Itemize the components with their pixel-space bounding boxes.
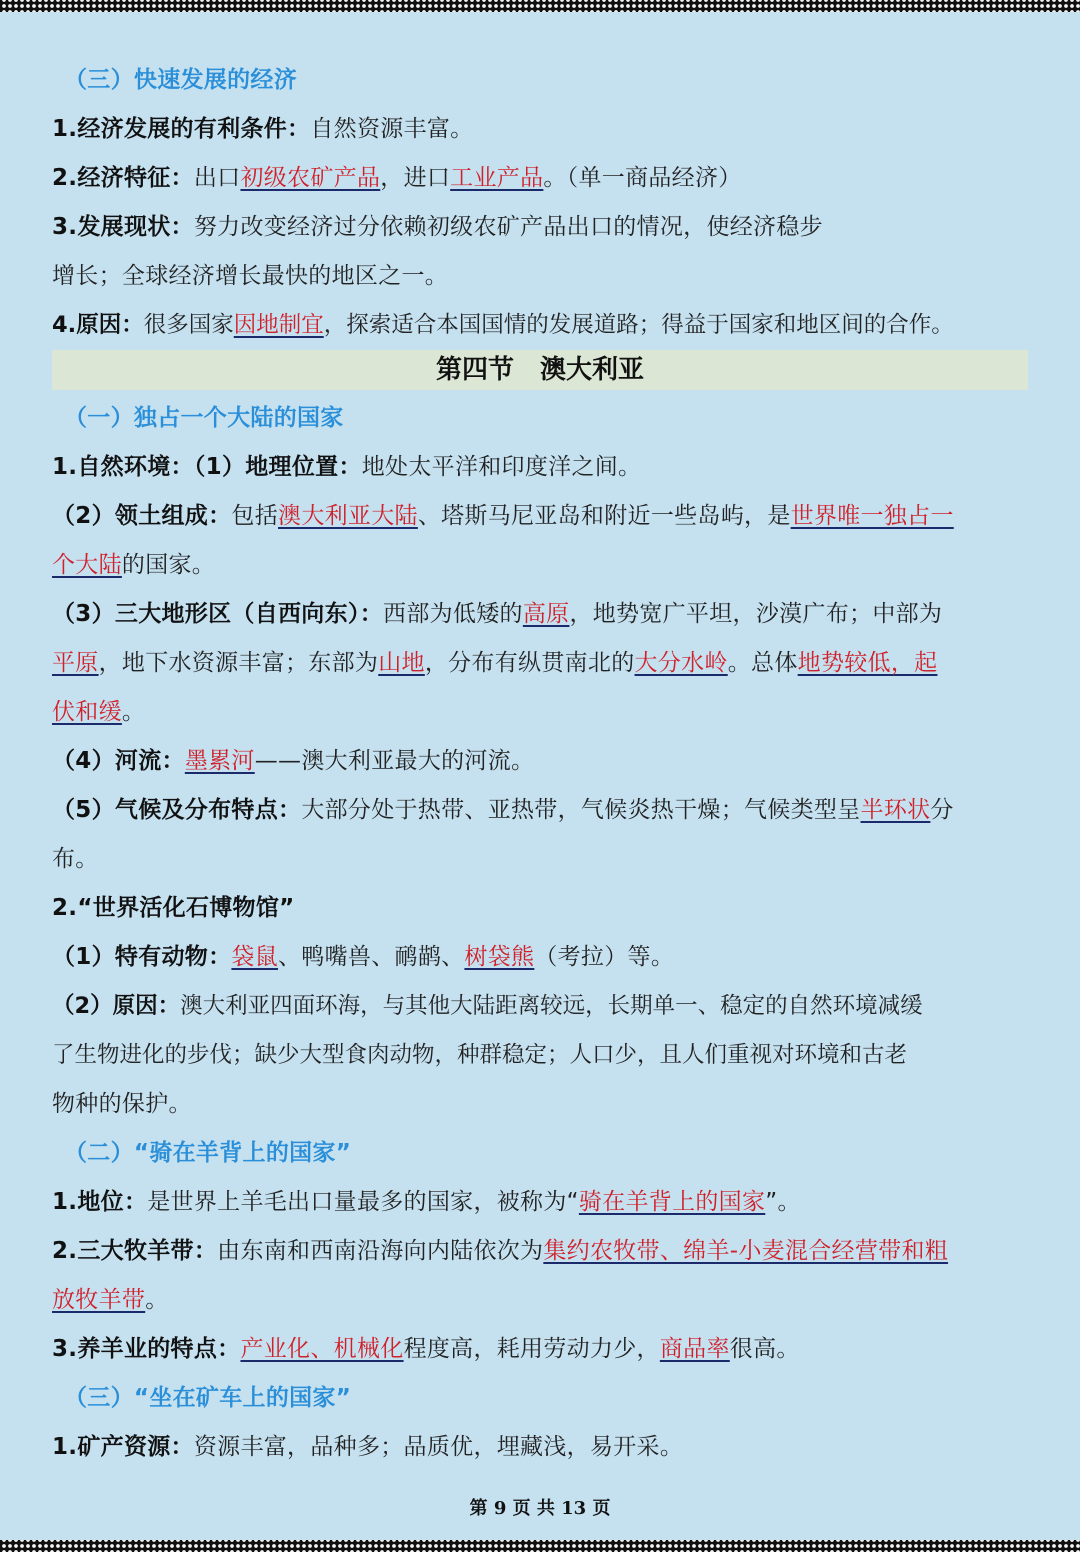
paragraph [52,492,1032,541]
document-body [52,56,1032,1472]
paragraph [52,1423,1032,1472]
text: 、塔斯马尼亚岛和附近一些岛屿，是 [417,503,791,529]
key-term: 产业化、机械化 [240,1336,404,1362]
paragraph [52,1227,1032,1276]
paragraph-continued [52,688,1032,737]
paragraph-continued: 了生物进化的步伐；缺少大型食肉动物，种群稳定；人口少，且人们重视对环境和古老 [52,1042,908,1068]
paragraph-continued [52,1276,1032,1325]
text: 很多国家 [143,312,234,338]
chapter-title: 第四节 澳大利亚 [52,350,1028,390]
text: 。总体 [727,650,798,676]
text: 很高。 [729,1336,800,1362]
term-label: （1）特有动物： [52,944,232,970]
key-term: 骑在羊背上的国家 [578,1189,766,1215]
text: 资源丰富，品种多；品质优，埋藏浅，易开采。 [193,1434,684,1460]
paragraph [52,154,1032,203]
key-term: 伏和缓 [52,699,122,725]
term-label: 1.地位： [52,1189,148,1215]
key-term: 墨累河 [184,748,255,774]
page-number: 第 9 页 共 13 页 [469,1498,611,1519]
text: ，地下水资源丰富；东部为 [98,650,379,676]
paragraph-continued: 布。 [52,846,99,872]
key-term: 澳大利亚大陆 [278,503,418,529]
text: ”。 [765,1189,801,1215]
text: 地处太平洋和印度洋之间。 [361,454,642,480]
key-term: 世界唯一独占一 [790,503,954,529]
key-term: 工业产品 [450,165,544,191]
text: 。（单一商品经济） [543,165,742,191]
section-heading: （一）独占一个大陆的国家 [64,405,344,431]
term-label: 2.经济特征： [52,165,194,191]
text: 包括 [231,503,279,529]
term-label: 4.原因： [52,312,144,338]
term-label: 1.经济发展的有利条件： [52,116,311,142]
term-label: 3.养羊业的特点： [52,1336,241,1362]
text: ，进口 [380,165,451,191]
key-term: 半环状 [860,797,931,823]
text: ——澳大利亚最大的河流。 [254,748,535,774]
paragraph [52,203,1032,252]
key-term: 袋鼠 [231,944,279,970]
key-term: 放牧羊带 [52,1287,146,1313]
text: （考拉）等。 [534,944,675,970]
term-label: （4）河流： [52,748,185,774]
section-heading: （三）快速发展的经济 [64,67,297,93]
text: 大部分处于热带、亚热带，气候炎热干燥；气候类型呈 [301,797,861,823]
paragraph [52,982,1032,1031]
key-term: 大分水岭 [634,650,728,676]
key-term: 高原 [522,601,570,627]
paragraph [52,933,1032,982]
key-term: 山地 [378,650,425,676]
paragraph [52,737,1032,786]
key-term: 因地制宜 [233,312,324,338]
text: 是世界上羊毛出口量最多的国家，被称为“ [147,1189,579,1215]
text: ，分布有纵贯南北的 [424,650,635,676]
paragraph [52,884,1032,933]
term-label: （2）领土组成： [52,503,232,529]
text: 努力改变经济过分依赖初级农矿产品出口的情况，使经济稳步 [193,214,823,240]
term-label: （5）气候及分布特点： [52,797,302,823]
paragraph [52,1178,1032,1227]
text: 分 [930,797,954,823]
term-label: （2）原因： [52,993,181,1019]
key-term: 商品率 [659,1336,730,1362]
paragraph [52,105,1032,154]
paragraph-continued [52,541,1032,590]
term-label: （3）三大地形区（自西向东）： [52,601,384,627]
key-term: 平原 [52,650,99,676]
text: ，探索适合本国国情的发展道路；得益于国家和地区间的合作。 [323,312,954,338]
text: 程度高，耗用劳动力少， [403,1336,660,1362]
term-label: 3.发展现状： [52,214,194,240]
text: 、鸭嘴兽、鸸鹋、 [278,944,465,970]
paragraph [52,1325,1032,1374]
text: 西部为低矮的 [383,601,523,627]
text: 出口 [193,165,241,191]
dotted-border-top [0,0,1080,12]
key-term: 集约农牧带、绵羊-小麦混合经营带和粗 [543,1238,949,1264]
text: 。 [145,1287,169,1313]
section-heading: （三）“坐在矿车上的国家” [64,1385,352,1411]
paragraph-continued [52,639,1032,688]
key-term: 初级农矿产品 [240,165,381,191]
term-label: 2.“世界活化石博物馆” [52,895,295,921]
paragraph-continued: 增长；全球经济增长最快的地区之一。 [52,263,449,289]
paragraph [52,786,1032,835]
term-label: 1.自然环境：（1）地理位置： [52,454,362,480]
text: 。 [121,699,146,725]
paragraph-continued: 物种的保护。 [52,1091,192,1117]
paragraph [52,590,1032,639]
section-heading: （二）“骑在羊背上的国家” [64,1140,352,1166]
paragraph [52,301,1032,350]
dotted-border-bottom [0,1540,1080,1552]
text: ，地势宽广平坦，沙漠广布；中部为 [569,601,943,627]
text: 由东南和西南沿海向内陆依次为 [217,1238,544,1264]
paragraph [52,443,1032,492]
text: 的国家。 [121,552,216,578]
key-term: 个大陆 [52,552,122,578]
key-term: 地势较低，起 [797,650,938,676]
text: 自然资源丰富。 [310,116,474,142]
key-term: 树袋熊 [464,944,535,970]
term-label: 2.三大牧羊带： [52,1238,218,1264]
text: 澳大利亚四面环海，与其他大陆距离较远，长期单一、稳定的自然环境减缓 [180,993,923,1019]
term-label: 1.矿产资源： [52,1434,194,1460]
